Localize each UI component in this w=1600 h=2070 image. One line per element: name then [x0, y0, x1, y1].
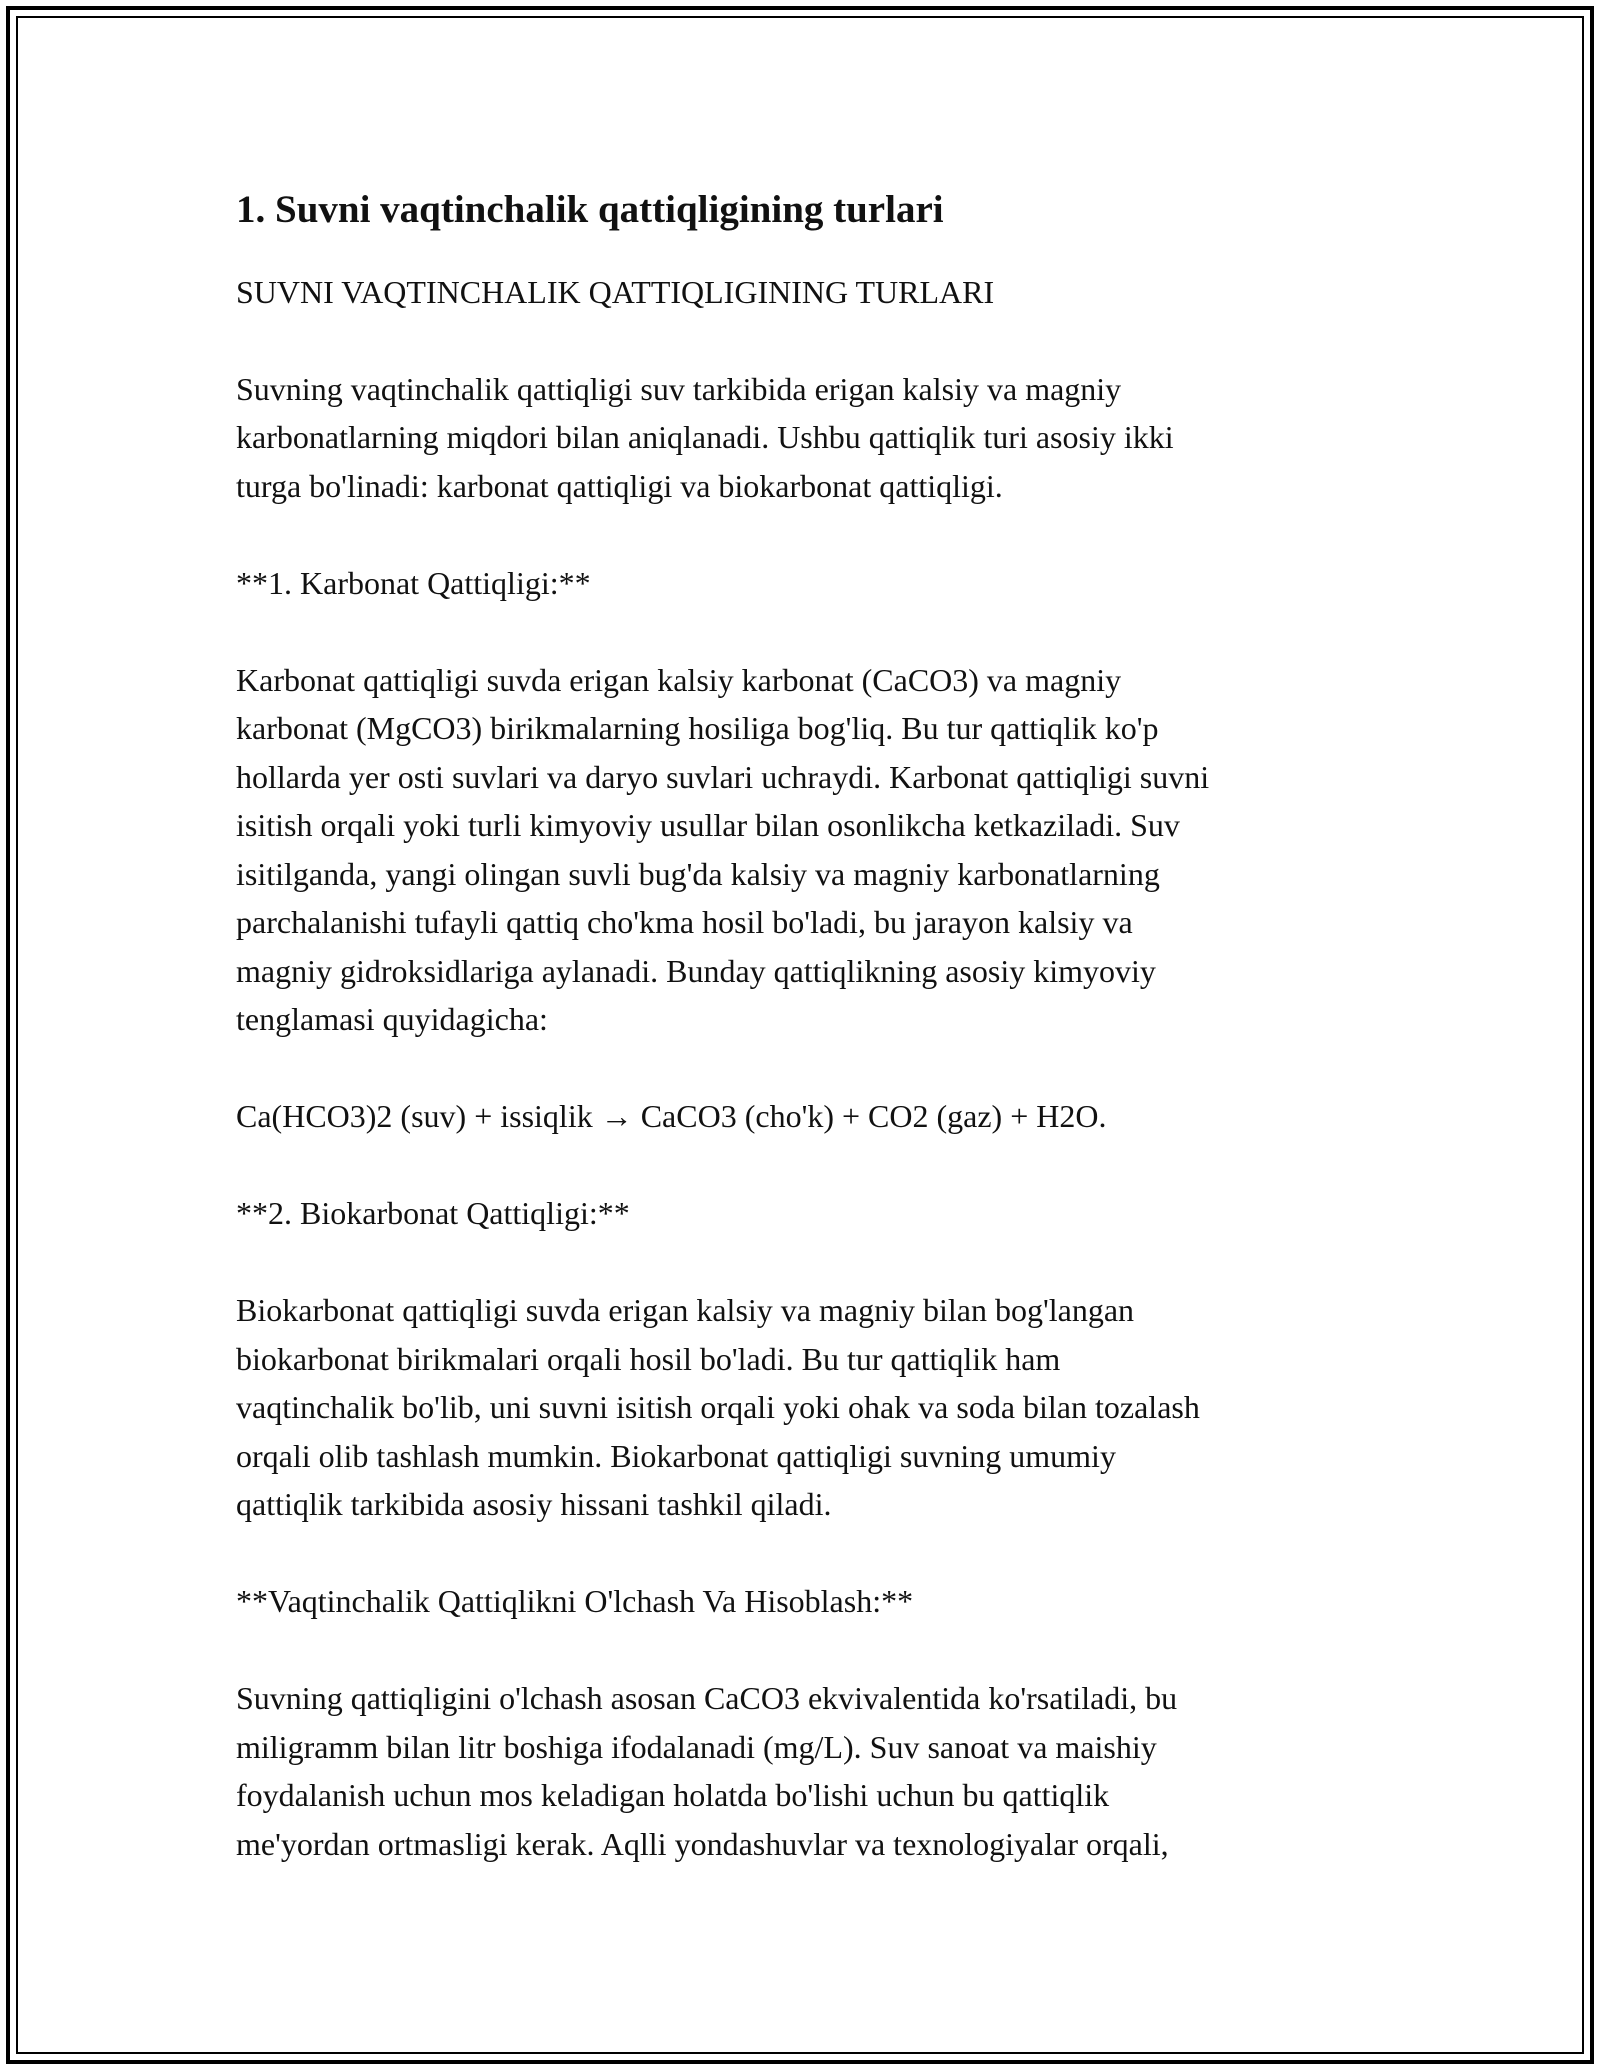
measurement-paragraph: [236, 1674, 1376, 1868]
paragraph-line: qattiqlik tarkibida asosiy hissani tashkil qiladi.: [236, 1486, 832, 1522]
paragraph-line: Karbonat qattiqligi suvda erigan kalsiy karbonat (CaCO3) va magniy: [236, 661, 1122, 698]
paragraph-line: hollarda yer osti suvlari va daryo suvlari uchraydi. Karbonat qattiqligi suvni: [236, 758, 1210, 795]
karbonat-paragraph: [236, 656, 1376, 1044]
intro-paragraph: [236, 365, 1376, 511]
document-body: [236, 186, 1376, 1917]
paragraph-line: miligramm bilan litr boshiga ifodalanadi (mg/L). Suv sanoat va maishiy: [236, 1728, 1157, 1765]
paragraph-line: isitish orqali yoki turli kimyoviy usullar bilan osonlikcha ketkaziladi. Suv: [236, 807, 1180, 843]
paragraph-line: Biokarbonat qattiqligi suvda erigan kalsiy va magniy bilan bog'langan: [236, 1292, 1135, 1328]
paragraph-line: vaqtinchalik bo'lib, uni suvni isitish orqali yoki ohak va soda bilan tozalash: [236, 1389, 1200, 1425]
paragraph-line: isitilganda, yangi olingan suvli bug'da kalsiy va magniy karbonatlarning: [236, 855, 1160, 892]
karbonat-heading: **1. Karbonat Qattiqligi:**: [236, 564, 591, 601]
chemical-equation: Ca(HCO3)2 (suv) + issiqlik → CaCO3 (cho'k) + CO2 (gaz) + H2O.: [236, 1098, 1107, 1134]
biokarbonat-paragraph: [236, 1286, 1376, 1529]
paragraph-line: Suvning vaqtinchalik qattiqligi suv tarkibida erigan kalsiy va magniy: [236, 370, 1122, 407]
biokarbonat-heading: **2. Biokarbonat Qattiqligi:**: [236, 1195, 630, 1231]
measurement-heading: **Vaqtinchalik Qattiqlikni O'lchash Va Hisoblash:**: [236, 1583, 914, 1619]
paragraph-line: turga bo'linadi: karbonat qattiqligi va biokarbonat qattiqligi.: [236, 467, 1003, 504]
document-title: 1. Suvni vaqtinchalik qattiqligining turlari: [236, 188, 944, 231]
paragraph-line: karbonat (MgCO3) birikmalarning hosiliga bog'liq. Bu tur qattiqlik ko'p: [236, 710, 1159, 746]
paragraph-line: biokarbonat birikmalari orqali hosil bo'ladi. Bu tur qattiqlik ham: [236, 1340, 1061, 1377]
section-subtitle: SUVNI VAQTINCHALIK QATTIQLIGINING TURLARI: [236, 274, 995, 310]
paragraph-line: karbonatlarning miqdori bilan aniqlanadi. Ushbu qattiqlik turi asosiy ikki: [236, 419, 1174, 455]
paragraph-line: tenglamasi quyidagicha:: [236, 1001, 548, 1037]
paragraph-line: foydalanish uchun mos keladigan holatda bo'lishi uchun bu qattiqlik: [236, 1777, 1110, 1813]
paragraph-line: parchalanishi tufayli qattiq cho'kma hosil bo'ladi, bu jarayon kalsiy va: [236, 904, 1133, 940]
paragraph-line: orqali olib tashlash mumkin. Biokarbonat qattiqligi suvning umumiy: [236, 1437, 1116, 1474]
paragraph-line: me'yordan ortmasligi kerak. Aqlli yondashuvlar va texnologiyalar orqali,: [236, 1825, 1169, 1862]
paragraph-line: magniy gidroksidlariga aylanadi. Bunday qattiqlikning asosiy kimyoviy: [236, 952, 1156, 989]
paragraph-line: Suvning qattiqligini o'lchash asosan CaCO3 ekvivalentida ko'rsatiladi, bu: [236, 1680, 1178, 1716]
